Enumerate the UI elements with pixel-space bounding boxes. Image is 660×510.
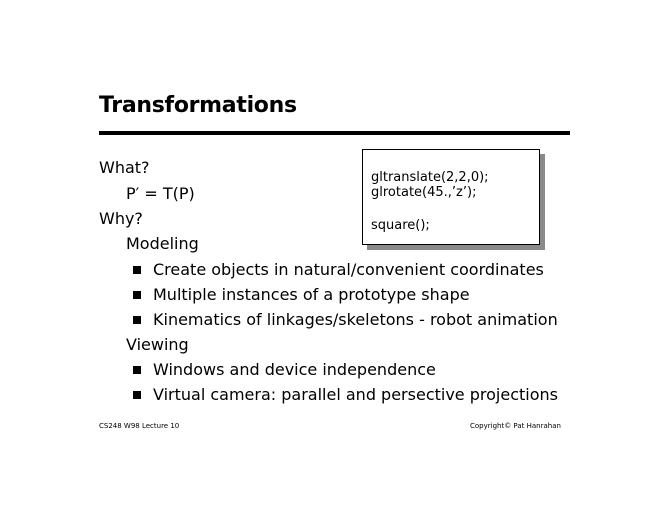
- code-line: gltranslate(2,2,0);: [371, 170, 489, 185]
- code-line: glrotate(45.,’z’);: [371, 185, 477, 200]
- what-heading: What?: [99, 158, 150, 177]
- why-heading: Why?: [99, 209, 143, 228]
- modeling-heading: Modeling: [126, 234, 199, 253]
- modeling-item: Create objects in natural/convenient coordinates: [153, 260, 544, 279]
- bullet-icon: [133, 266, 141, 274]
- bullet-icon: [133, 291, 141, 299]
- footer-copyright: Copyright© Pat Hanrahan: [470, 422, 561, 430]
- title-rule: [99, 131, 570, 135]
- slide-title: Transformations: [99, 93, 297, 118]
- code-line: square();: [371, 218, 430, 233]
- viewing-item: Virtual camera: parallel and persective projections: [153, 385, 558, 404]
- viewing-item: Windows and device independence: [153, 360, 436, 379]
- modeling-item: Kinematics of linkages/skeletons - robot animation: [153, 310, 558, 329]
- footer-course: CS248 W98 Lecture 10: [99, 422, 180, 430]
- viewing-heading: Viewing: [126, 335, 189, 354]
- bullet-icon: [133, 366, 141, 374]
- bullet-icon: [133, 391, 141, 399]
- bullet-icon: [133, 316, 141, 324]
- formula: P′ = T(P): [126, 184, 195, 203]
- modeling-item: Multiple instances of a prototype shape: [153, 285, 470, 304]
- code-box: [362, 149, 540, 245]
